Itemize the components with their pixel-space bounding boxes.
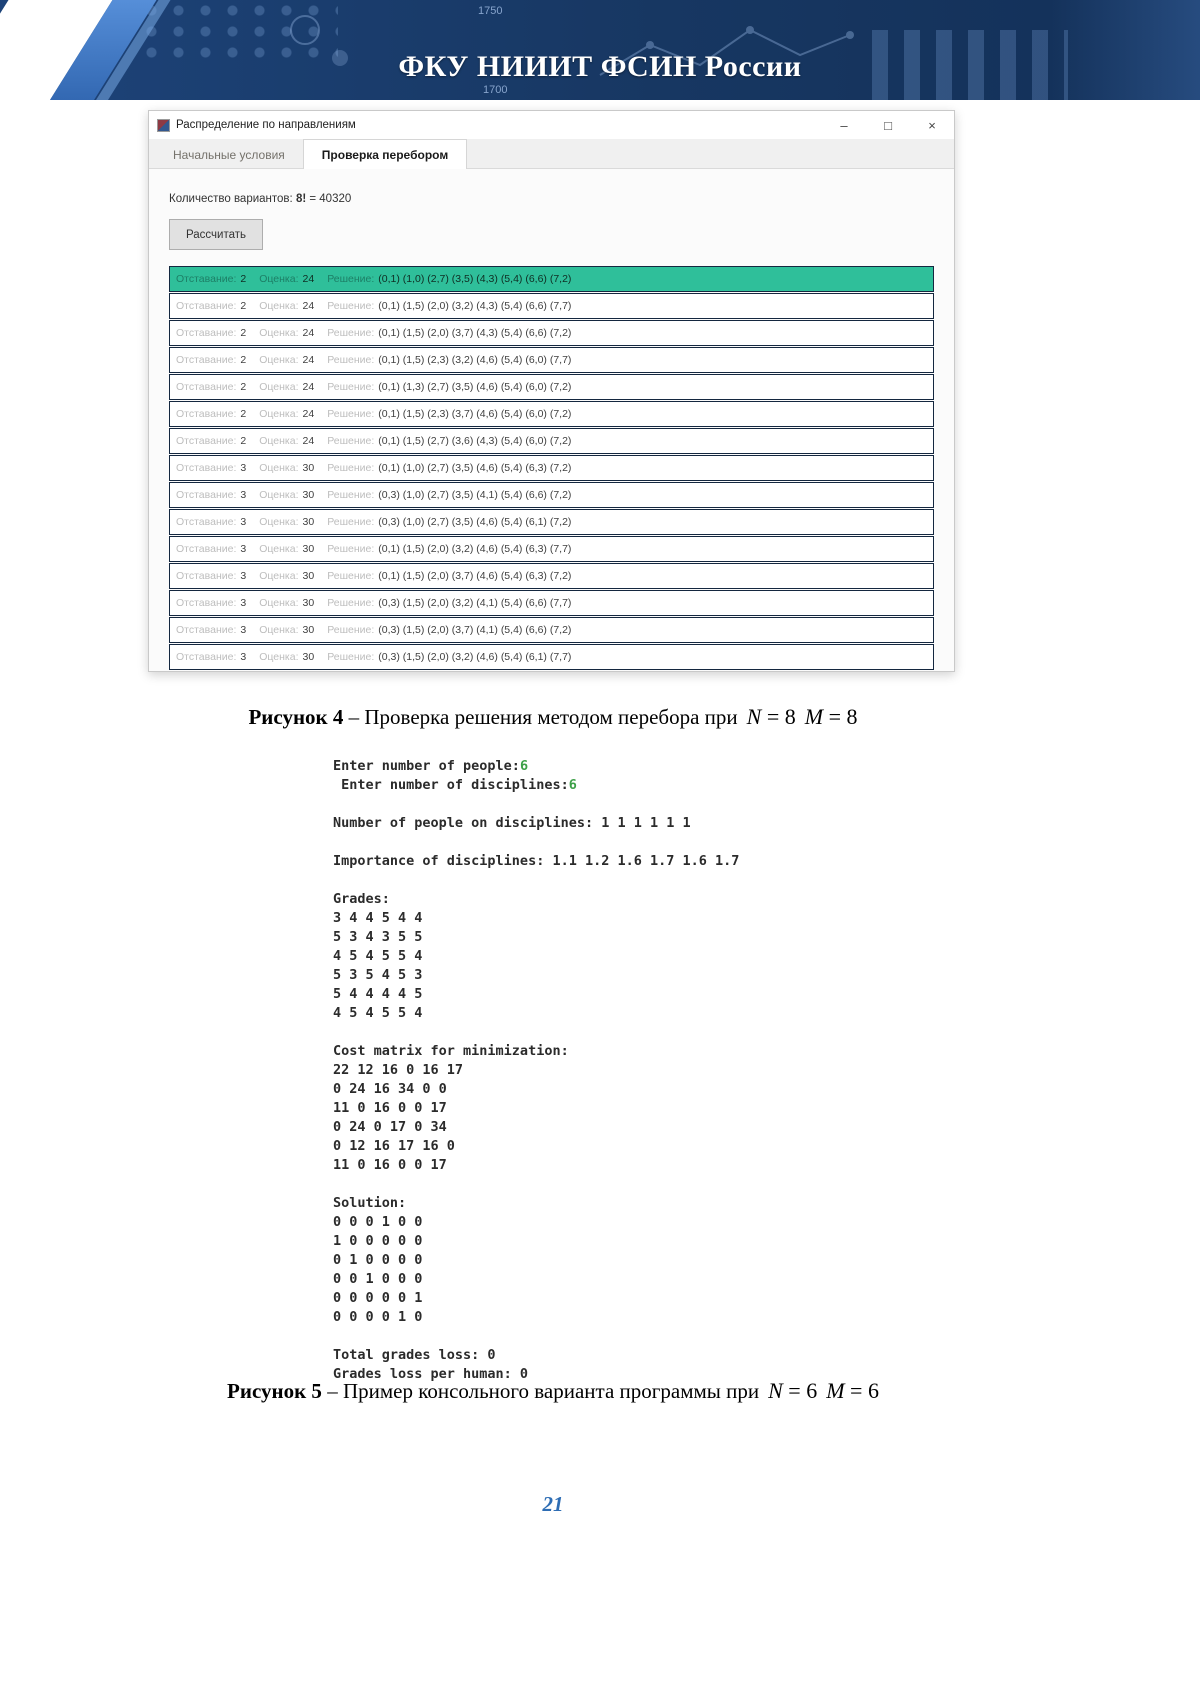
console-line: Enter number of people:6 [333, 758, 529, 774]
row-label-solution: Решение: [327, 327, 375, 339]
row-value-score: 30 [302, 597, 315, 609]
close-button[interactable]: × [910, 111, 954, 139]
row-value-solution: (0,1) (1,3) (2,7) (3,5) (4,6) (5,4) (6,0) (7,2) [378, 381, 572, 393]
console-line [333, 1023, 739, 1042]
row-value-lag: 3 [240, 624, 247, 636]
console-line: 5 3 5 4 5 3 [333, 967, 423, 983]
row-label-score: Оценка: [259, 597, 299, 609]
row-label-lag: Отставание: [176, 624, 237, 636]
figure5-math-m: M = 6 [826, 1378, 879, 1403]
minimize-button[interactable]: – [822, 111, 866, 139]
console-line: 0 0 0 0 0 1 [333, 1290, 423, 1306]
row-label-solution: Решение: [327, 435, 375, 447]
figure4-label: Рисунок 4 [248, 705, 344, 729]
row-label-lag: Отставание: [176, 651, 237, 663]
row-value-solution: (0,1) (1,5) (2,7) (3,6) (4,3) (5,4) (6,0) (7,2) [378, 435, 572, 447]
row-label-lag: Отставание: [176, 273, 237, 285]
row-label-solution: Решение: [327, 408, 375, 420]
row-label-score: Оценка: [259, 543, 299, 555]
row-value-score: 30 [302, 570, 315, 582]
row-value-score: 24 [302, 408, 315, 420]
row-value-score: 24 [302, 381, 315, 393]
row-label-lag: Отставание: [176, 354, 237, 366]
row-label-lag: Отставание: [176, 435, 237, 447]
row-label-score: Оценка: [259, 651, 299, 663]
row-value-score: 24 [302, 300, 315, 312]
row-label-solution: Решение: [327, 651, 375, 663]
console-line: 0 0 0 0 1 0 [333, 1309, 423, 1325]
console-line: 0 24 16 34 0 0 [333, 1081, 447, 1097]
table-row[interactable] [169, 374, 934, 400]
console-accent-value: 6 [519, 758, 529, 774]
table-row[interactable] [169, 644, 934, 670]
console-line: 0 24 0 17 0 34 [333, 1119, 447, 1135]
page-number: 21 [542, 1492, 564, 1516]
figure5-label: Рисунок 5 [227, 1379, 322, 1403]
row-value-score: 24 [302, 354, 315, 366]
table-row[interactable] [169, 266, 934, 292]
row-label-solution: Решение: [327, 597, 375, 609]
window-content [149, 169, 954, 671]
row-value-score: 24 [302, 273, 315, 285]
console-line: 5 4 4 4 4 5 [333, 986, 423, 1002]
row-label-lag: Отставание: [176, 300, 237, 312]
row-label-score: Оценка: [259, 516, 299, 528]
console-line [333, 795, 739, 814]
row-value-solution: (0,1) (1,5) (2,0) (3,2) (4,3) (5,4) (6,6) (7,7) [378, 300, 572, 312]
row-value-lag: 3 [240, 489, 247, 501]
row-value-lag: 3 [240, 462, 247, 474]
window-titlebar [149, 111, 954, 139]
row-label-solution: Решение: [327, 462, 375, 474]
row-value-lag: 2 [240, 381, 247, 393]
row-label-solution: Решение: [327, 300, 375, 312]
app-window [148, 110, 955, 672]
row-value-lag: 3 [240, 543, 247, 555]
console-line: 4 5 4 5 5 4 [333, 948, 423, 964]
table-row[interactable] [169, 563, 934, 589]
banner-axis-label-top: 1750 [478, 5, 503, 17]
row-label-lag: Отставание: [176, 516, 237, 528]
variants-formula: 8! [295, 193, 307, 205]
row-label-lag: Отставание: [176, 543, 237, 555]
calculate-button[interactable]: Рассчитать [169, 219, 263, 250]
row-label-score: Оценка: [259, 381, 299, 393]
console-line: Number of people on disciplines: 1 1 1 1 1 1 [333, 815, 691, 831]
row-label-lag: Отставание: [176, 597, 237, 609]
row-value-solution: (0,3) (1,0) (2,7) (3,5) (4,1) (5,4) (6,6) (7,2) [378, 489, 572, 501]
console-line: 3 4 4 5 4 4 [333, 910, 423, 926]
console-line: 0 0 1 0 0 0 [333, 1271, 423, 1287]
row-label-lag: Отставание: [176, 489, 237, 501]
console-line [333, 871, 739, 890]
figure5-caption [0, 1378, 1106, 1404]
console-line: 0 12 16 17 16 0 [333, 1138, 455, 1154]
row-label-score: Оценка: [259, 462, 299, 474]
row-label-score: Оценка: [259, 327, 299, 339]
console-line: 22 12 16 0 16 17 [333, 1062, 464, 1078]
variants-value: = 40320 [309, 193, 352, 205]
console-line: Enter number of disciplines:6 [333, 777, 577, 793]
row-label-lag: Отставание: [176, 408, 237, 420]
row-label-lag: Отставание: [176, 570, 237, 582]
row-label-solution: Решение: [327, 570, 375, 582]
window-controls [822, 111, 954, 139]
console-line: 4 5 4 5 5 4 [333, 1005, 423, 1021]
tab-strip [149, 139, 954, 169]
console-line: 0 0 0 1 0 0 [333, 1214, 423, 1230]
row-value-lag: 3 [240, 597, 247, 609]
row-value-score: 30 [302, 489, 315, 501]
figure4-text: – Проверка решения методом перебора при [343, 705, 738, 729]
row-label-score: Оценка: [259, 624, 299, 636]
table-row[interactable] [169, 509, 934, 535]
row-value-score: 30 [302, 543, 315, 555]
row-label-solution: Решение: [327, 273, 375, 285]
results-table [169, 266, 934, 670]
row-value-lag: 3 [240, 516, 247, 528]
table-row[interactable] [169, 347, 934, 373]
row-value-lag: 2 [240, 300, 247, 312]
variants-count-line [169, 193, 934, 205]
row-label-lag: Отставание: [176, 381, 237, 393]
table-row[interactable] [169, 455, 934, 481]
row-value-lag: 3 [240, 570, 247, 582]
row-value-solution: (0,1) (1,5) (2,0) (3,7) (4,3) (5,4) (6,6) (7,2) [378, 327, 572, 339]
row-value-score: 30 [302, 651, 315, 663]
window-title: Распределение по направлениям [176, 119, 356, 131]
row-value-solution: (0,3) (1,0) (2,7) (3,5) (4,6) (5,4) (6,1) (7,2) [378, 516, 572, 528]
row-value-lag: 2 [240, 354, 247, 366]
row-label-score: Оценка: [259, 354, 299, 366]
row-label-score: Оценка: [259, 273, 299, 285]
console-line [333, 833, 739, 852]
row-value-solution: (0,1) (1,5) (2,3) (3,7) (4,6) (5,4) (6,0) (7,2) [378, 408, 572, 420]
row-value-lag: 3 [240, 651, 247, 663]
console-line: 5 3 4 3 5 5 [333, 929, 423, 945]
row-label-solution: Решение: [327, 516, 375, 528]
app-icon [157, 119, 170, 132]
row-value-score: 30 [302, 462, 315, 474]
row-value-score: 24 [302, 327, 315, 339]
row-label-score: Оценка: [259, 408, 299, 420]
row-label-solution: Решение: [327, 489, 375, 501]
banner-title: ФКУ НИИИТ ФСИН России [398, 50, 802, 83]
row-label-score: Оценка: [259, 570, 299, 582]
tab-bruteforce-check[interactable]: Проверка перебором [303, 139, 467, 169]
console-line: Importance of disciplines: 1.1 1.2 1.6 1.7 1.6 1.7 [333, 853, 740, 869]
row-label-lag: Отставание: [176, 327, 237, 339]
table-row[interactable] [169, 536, 934, 562]
console-accent-value: 6 [568, 777, 577, 793]
console-line: Cost matrix for minimization: [333, 1043, 569, 1059]
tab-initial-conditions[interactable]: Начальные условия [173, 148, 285, 162]
figure5-math-n: N = 6 [768, 1378, 818, 1403]
row-value-solution: (0,1) (1,0) (2,7) (3,5) (4,3) (5,4) (6,6) (7,2) [378, 273, 572, 285]
figure4-math-m: M = 8 [804, 704, 858, 729]
banner-axis-label-bottom: 1700 [483, 84, 508, 96]
table-row[interactable] [169, 293, 934, 319]
console-line: 11 0 16 0 0 17 [333, 1100, 447, 1116]
table-row[interactable] [169, 320, 934, 346]
variants-label: Количество вариантов: [169, 193, 293, 205]
row-value-solution: (0,1) (1,5) (2,0) (3,7) (4,6) (5,4) (6,3) (7,2) [378, 570, 572, 582]
row-value-lag: 2 [240, 408, 247, 420]
console-line: Grades loss per human: 0 [333, 1366, 529, 1382]
console-line: Solution: [333, 1195, 407, 1211]
table-row[interactable] [169, 617, 934, 643]
row-value-solution: (0,3) (1,5) (2,0) (3,2) (4,6) (5,4) (6,1) (7,7) [378, 651, 572, 663]
console-line: 1 0 0 0 0 0 [333, 1233, 423, 1249]
figure4-math-n: N = 8 [746, 704, 796, 729]
row-value-solution: (0,3) (1,5) (2,0) (3,7) (4,1) (5,4) (6,6) (7,2) [378, 624, 572, 636]
console-line: 0 1 0 0 0 0 [333, 1252, 423, 1268]
row-value-solution: (0,1) (1,0) (2,7) (3,5) (4,6) (5,4) (6,3) (7,2) [378, 462, 572, 474]
console-line [333, 1327, 739, 1346]
table-row[interactable] [169, 428, 934, 454]
row-label-solution: Решение: [327, 543, 375, 555]
row-label-lag: Отставание: [176, 462, 237, 474]
table-row[interactable] [169, 401, 934, 427]
row-value-solution: (0,1) (1,5) (2,3) (3,2) (4,6) (5,4) (6,0) (7,7) [378, 354, 572, 366]
table-row[interactable] [169, 482, 934, 508]
row-label-solution: Решение: [327, 381, 375, 393]
row-label-solution: Решение: [327, 624, 375, 636]
row-label-score: Оценка: [259, 435, 299, 447]
row-value-lag: 2 [240, 273, 247, 285]
row-value-lag: 2 [240, 327, 247, 339]
console-line: 11 0 16 0 0 17 [333, 1157, 447, 1173]
row-value-lag: 2 [240, 435, 247, 447]
row-value-score: 30 [302, 624, 315, 636]
row-label-score: Оценка: [259, 300, 299, 312]
page-header-banner [0, 0, 1200, 100]
row-value-score: 30 [302, 516, 315, 528]
console-output [333, 757, 739, 1384]
console-line [333, 1175, 739, 1194]
console-line: Total grades loss: 0 [333, 1347, 496, 1363]
row-value-score: 24 [302, 435, 315, 447]
row-value-solution: (0,3) (1,5) (2,0) (3,2) (4,1) (5,4) (6,6) (7,7) [378, 597, 572, 609]
figure4-caption [0, 704, 1106, 730]
maximize-button[interactable]: □ [866, 111, 910, 139]
figure5-text: – Пример консольного варианта программы при [321, 1379, 760, 1403]
row-label-score: Оценка: [259, 489, 299, 501]
row-label-solution: Решение: [327, 354, 375, 366]
row-value-solution: (0,1) (1,5) (2,0) (3,2) (4,6) (5,4) (6,3) (7,7) [378, 543, 572, 555]
table-row[interactable] [169, 590, 934, 616]
console-line: Grades: [333, 891, 390, 907]
